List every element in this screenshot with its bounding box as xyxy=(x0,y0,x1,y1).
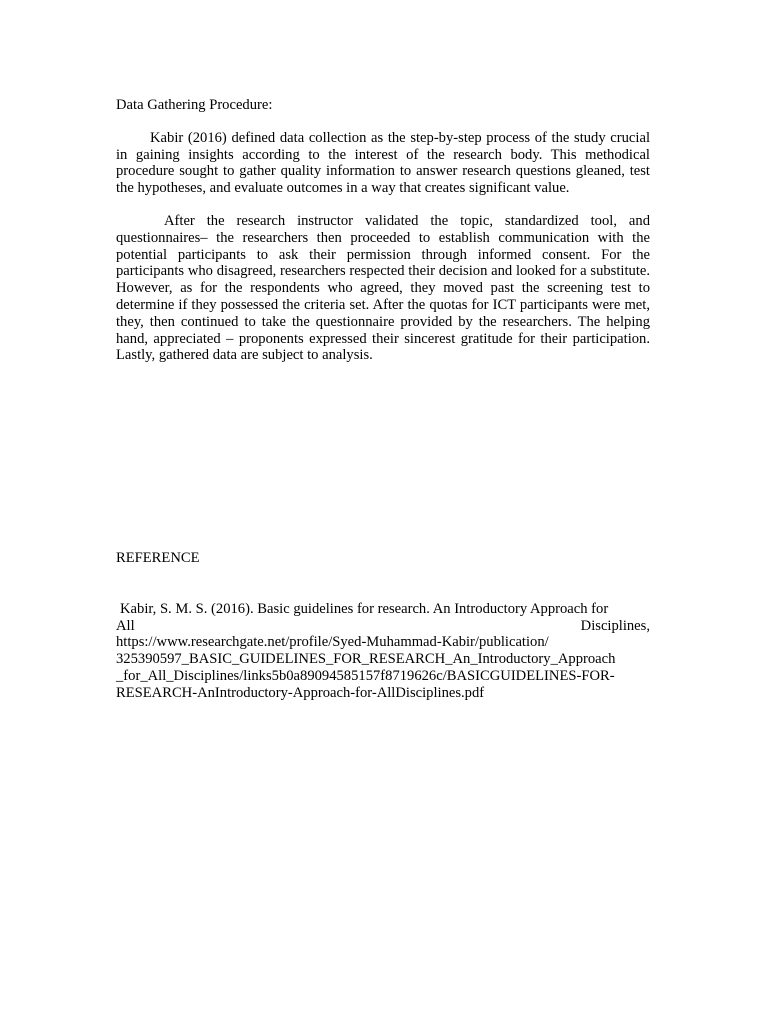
paragraph-procedure-steps: After the research instructor validated the topic, standardized tool, and questionnaires– the researchers then proceeded to establish communication with the potential participants to ask their permission through informed consent. For the participants who disagreed, researchers respected their decision and looked for a substitute. However, as for the respondents who agreed, they moved past the screening test to determine if they possessed the criteria set. After the quotas for ICT participants were met, they, then continued to take the questionnaire provided by the researchers. The helping hand, appreciated – proponents expressed their sincerest gratitude for their participation. Lastly, gathered data are subject to analysis. xyxy=(116,212,650,364)
section-heading: Data Gathering Procedure: xyxy=(116,97,273,113)
reference-entry xyxy=(116,601,650,702)
reference-line-1: Kabir, S. M. S. (2016). Basic guidelines for research. An Introductory Approach for xyxy=(120,600,609,617)
paragraph-data-collection-definition: Kabir (2016) defined data collection as the step-by-step process of the study crucial in gaining insights according to the interest of the research body. This methodical procedure sought to gather quality information to answer research questions gleaned, test the hypotheses, and evaluate outcomes in a way that creates significant value. xyxy=(116,129,650,197)
reference-url-line-1[interactable]: https://www.researchgate.net/profile/Syed-Muhammad-Kabir/publication/ xyxy=(116,634,549,651)
reference-section xyxy=(116,550,650,702)
reference-line-2-right: Disciplines, xyxy=(580,617,650,634)
data-gathering-section xyxy=(116,97,650,364)
reference-line-2-left: All xyxy=(116,617,135,634)
reference-url-line-4[interactable]: RESEARCH-AnIntroductory-Approach-for-AllDisciplines.pdf xyxy=(116,684,485,701)
reference-line-2 xyxy=(116,618,650,635)
reference-url-line-3[interactable]: _for_All_Disciplines/links5b0a89094585157f8719626c/BASICGUIDELINES-FOR- xyxy=(116,667,615,684)
reference-url-line-2[interactable]: 325390597_BASIC_GUIDELINES_FOR_RESEARCH_An_Introductory_Approach xyxy=(116,651,616,668)
reference-heading: REFERENCE xyxy=(116,550,200,566)
